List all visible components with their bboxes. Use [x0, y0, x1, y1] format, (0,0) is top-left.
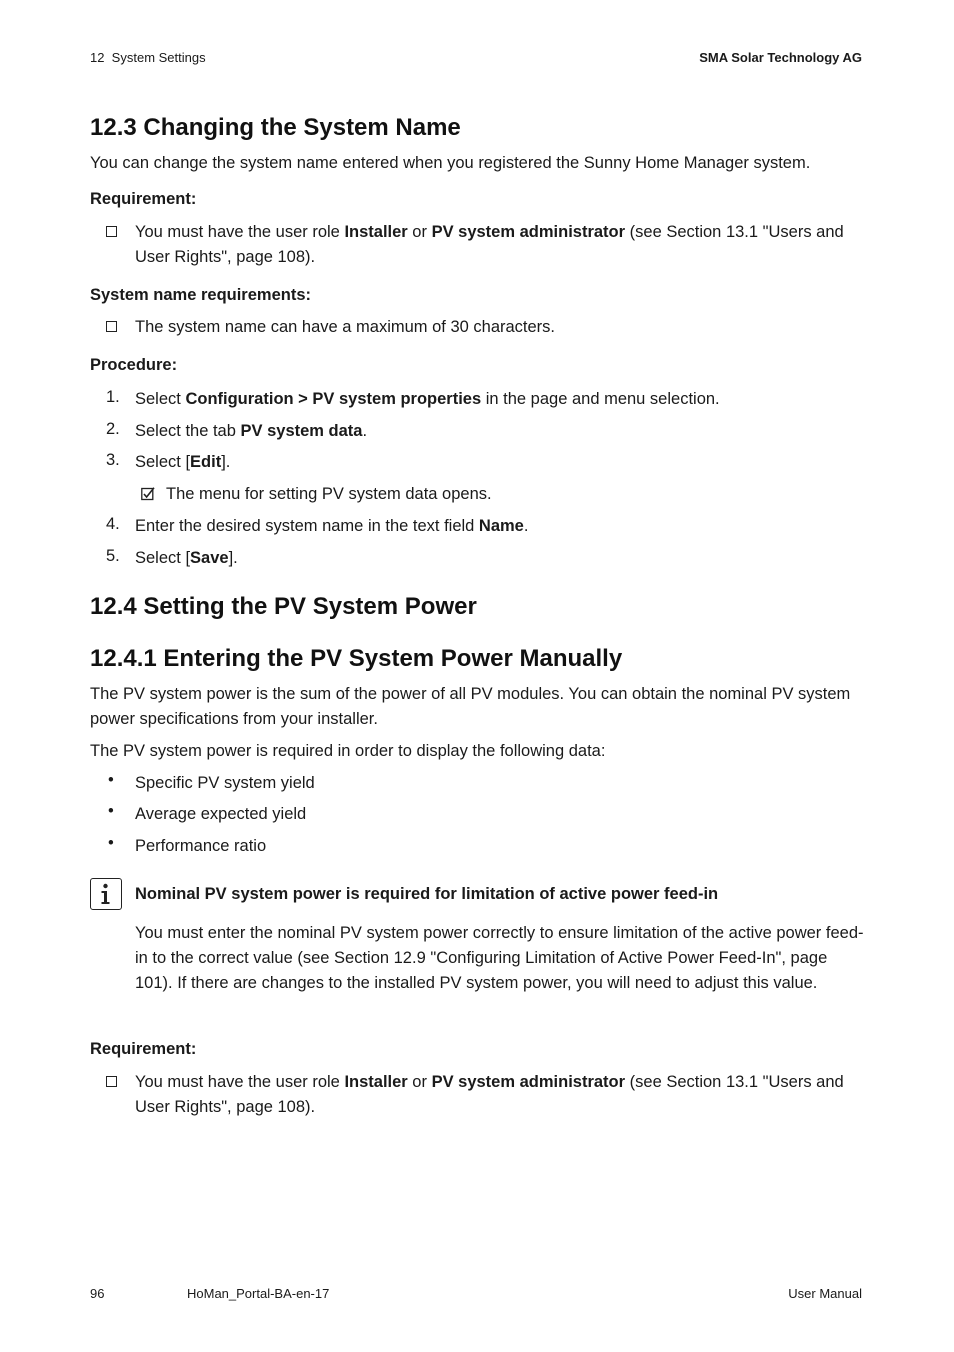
page-number: 96: [90, 1286, 105, 1301]
checked-box-icon: [141, 487, 155, 506]
section-intro: You can change the system name entered when you registered the Sunny Home Manager system.: [90, 154, 811, 172]
procedure-step: Select [Save].: [135, 549, 238, 567]
section-title-12-4: 12.4 Setting the PV System Power: [90, 593, 477, 620]
bullet-item: Performance ratio: [135, 837, 267, 855]
procedure-step: Select the tab PV system data.: [135, 422, 368, 440]
checkbox-icon: [106, 321, 117, 332]
name-requirement-item: The system name can have a maximum of 30 characters.: [135, 318, 556, 336]
section-title-12-3: 12.3 Changing the System Name: [90, 114, 461, 141]
document-type: User Manual: [788, 1286, 862, 1301]
procedure-step: Enter the desired system name in the text field Name.: [135, 517, 529, 535]
bullet-item: Specific PV system yield: [135, 774, 315, 792]
running-header-section: 12 System Settings: [90, 50, 206, 65]
step-number: 1.: [106, 388, 120, 406]
requirement-label: Requirement:: [90, 1040, 197, 1058]
step-number: 2.: [106, 420, 120, 438]
procedure-label: Procedure:: [90, 356, 178, 374]
procedure-step: Select [Edit].: [135, 453, 231, 471]
checkbox-icon: [106, 1076, 117, 1087]
system-name-requirements-label: System name requirements:: [90, 286, 312, 304]
section-title-12-4-1: 12.4.1 Entering the PV System Power Manually: [90, 645, 623, 672]
requirement-item: You must have the user role Installer or PV system administrator (see Section 13.1 "Users and User Rights", page 108).: [135, 223, 844, 266]
paragraph: The PV system power is the sum of the power of all PV modules. You can obtain the nominal PV system power specifications from your installer.: [90, 685, 851, 728]
step-result: The menu for setting PV system data opens.: [166, 485, 492, 503]
bullet-item: Average expected yield: [135, 805, 307, 823]
step-number: 4.: [106, 515, 120, 533]
bullet-icon: •: [108, 834, 114, 852]
procedure-step: Select Configuration > PV system properties in the page and menu selection.: [135, 390, 720, 408]
info-icon: [90, 878, 122, 910]
bullet-icon: •: [108, 802, 114, 820]
checkbox-icon: [106, 226, 117, 237]
step-number: 5.: [106, 547, 120, 565]
info-body: You must enter the nominal PV system power correctly to ensure limitation of the active power feed-in to the correct value (see Section 12.9 "Configuring Limitation of Active Power Feed-In", page 101). If there are changes to the installed PV system power, you will need to adjust this value.: [135, 924, 864, 992]
requirement-label: Requirement:: [90, 190, 197, 208]
step-number: 3.: [106, 451, 120, 469]
paragraph: The PV system power is required in order to display the following data:: [90, 742, 606, 760]
bullet-icon: •: [108, 771, 114, 789]
document-id: HoMan_Portal-BA-en-17: [187, 1286, 330, 1301]
info-title: Nominal PV system power is required for limitation of active power feed-in: [135, 885, 719, 903]
requirement-item: You must have the user role Installer or PV system administrator (see Section 13.1 "Users and User Rights", page 108).: [135, 1073, 844, 1116]
running-header-company: SMA Solar Technology AG: [699, 50, 862, 65]
